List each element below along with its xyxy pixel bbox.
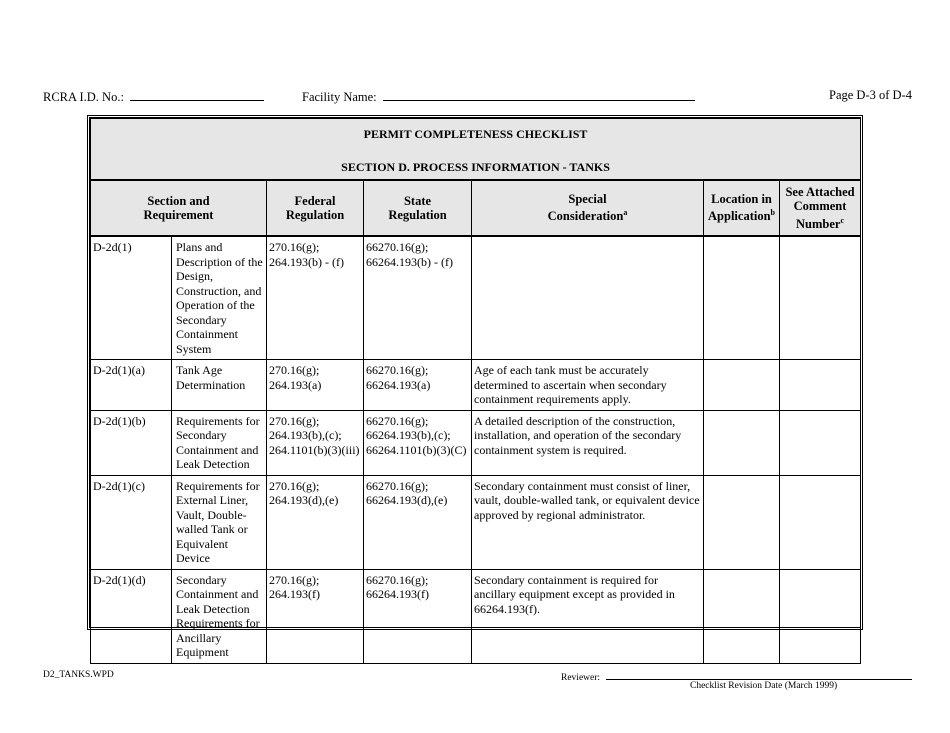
row-location-in-application — [704, 569, 780, 663]
row-code: D-2d(1) — [91, 236, 172, 360]
row-federal-regulation: 270.16(g); 264.193(b),(c); 264.1101(b)(3)(iii) — [267, 410, 364, 475]
filename: D2_TANKS.WPD — [43, 670, 114, 680]
row-state-regulation: 66270.16(g); 66264.193(a) — [364, 360, 472, 411]
col-state: State Regulation — [364, 180, 472, 236]
facility-name-label: Facility Name: — [302, 90, 377, 104]
row-federal-regulation: 270.16(g); 264.193(b) - (f) — [267, 236, 364, 360]
col-location: Location in Application$^b$ — [704, 180, 780, 236]
checklist-title: PERMIT COMPLETENESS CHECKLIST — [363, 127, 588, 141]
row-special-consideration: A detailed description of the construction, installation, and operation of the secondary containment system is required. — [472, 410, 704, 475]
row-state-regulation: 66270.16(g); 66264.193(b),(c); 66264.1101(b)(3)(C) — [364, 410, 472, 475]
facility-name-field — [302, 88, 695, 105]
row-code: D-2d(1)(c) — [91, 475, 172, 569]
col-special: Special Consideration$^a$ — [472, 180, 704, 236]
row-federal-regulation: 270.16(g); 264.193(f) — [267, 569, 364, 663]
row-federal-regulation: 270.16(g); 264.193(a) — [267, 360, 364, 411]
reviewer-label: Reviewer: — [561, 673, 601, 683]
rcra-id-field — [43, 88, 264, 105]
row-comment-number — [780, 410, 861, 475]
table-row — [91, 360, 861, 411]
checklist-table — [87, 115, 863, 659]
row-location-in-application — [704, 410, 780, 475]
section-title: SECTION D. PROCESS INFORMATION - TANKS — [341, 159, 610, 174]
row-state-regulation: 66270.16(g); 66264.193(d),(e) — [364, 475, 472, 569]
rcra-id-blank — [130, 88, 264, 101]
row-location-in-application — [704, 360, 780, 411]
column-header-row — [91, 180, 861, 236]
row-federal-regulation: 270.16(g); 264.193(d),(e) — [267, 475, 364, 569]
row-comment-number — [780, 360, 861, 411]
table-title-row — [91, 119, 861, 181]
row-special-consideration: Age of each tank must be accurately determined to ascertain when secondary containment requirements apply. — [472, 360, 704, 411]
table-row — [91, 236, 861, 360]
row-requirement: Plans and Description of the Design, Construction, and Operation of the Secondary Containment System — [172, 236, 267, 360]
col-section-requirement: Section and Requirement — [91, 180, 267, 236]
table-row — [91, 410, 861, 475]
row-requirement: Requirements for External Liner, Vault, Double-walled Tank or Equivalent Device — [172, 475, 267, 569]
row-comment-number — [780, 475, 861, 569]
row-requirement: Tank Age Determination — [172, 360, 267, 411]
row-location-in-application — [704, 236, 780, 360]
row-code: D-2d(1)(a) — [91, 360, 172, 411]
revision-date: Checklist Revision Date (March 1999) — [690, 681, 838, 691]
row-special-consideration: Secondary containment must consist of liner, vault, double-walled tank, or equivalent device approved by regional administrator. — [472, 475, 704, 569]
row-special-consideration: Secondary containment is required for ancillary equipment except as provided in 66264.193(f). — [472, 569, 704, 663]
row-comment-number — [780, 236, 861, 360]
row-code: D-2d(1)(d) — [91, 569, 172, 663]
row-comment-number — [780, 569, 861, 663]
row-code: D-2d(1)(b) — [91, 410, 172, 475]
row-state-regulation: 66270.16(g); 66264.193(b) - (f) — [364, 236, 472, 360]
reviewer-blank — [606, 670, 912, 680]
row-requirement: Requirements for Secondary Containment and Leak Detection — [172, 410, 267, 475]
rcra-id-label: RCRA I.D. No.: — [43, 90, 124, 104]
col-comment: See Attached Comment Number$^c$ — [780, 180, 861, 236]
facility-name-blank — [383, 88, 695, 101]
row-state-regulation: 66270.16(g); 66264.193(f) — [364, 569, 472, 663]
row-special-consideration — [472, 236, 704, 360]
page-number: Page D-3 of D-4 — [829, 88, 912, 102]
table-row — [91, 475, 861, 569]
row-requirement: Secondary Containment and Leak Detection Requirements for Ancillary Equipment — [172, 569, 267, 663]
col-federal: Federal Regulation — [267, 180, 364, 236]
row-location-in-application — [704, 475, 780, 569]
table-row — [91, 569, 861, 663]
